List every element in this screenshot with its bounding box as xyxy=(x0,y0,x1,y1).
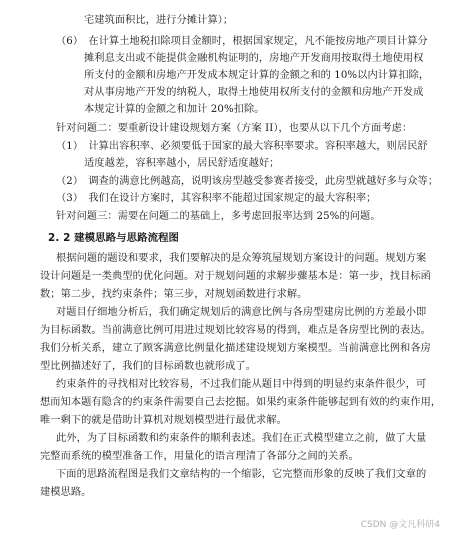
text-line: （6） 在计算土地税扣除项目金额时，根据国家规定，凡不能按房地产项目计算分 xyxy=(56,36,428,47)
text-line: 对从事房地产开发的纳税人，取得土地使用权所支付的金额和房地产开发成 xyxy=(84,87,424,98)
text-line: 宅建筑面积比，进行分摊计算）； xyxy=(84,15,234,26)
text-line: 数；第二步，找约束条件；第三步，对规划函数进行求解。 xyxy=(40,289,308,300)
text-line: （1） 计算出容积率、必须要低于国家的最大容积率要求。容积率越大，则居民舒 xyxy=(56,141,428,152)
text-line: 想而知本题有隐含的约束条件需要自己去挖掘。如果约束条件能够起到有效的约束作用， xyxy=(40,397,442,408)
text-line: 适度越差，容积率越小，居民舒适度越好； xyxy=(84,158,280,169)
text-line: 建模思路。 xyxy=(40,487,92,498)
text-line: 此外，为了目标函数和约束条件的顺利表述。我们在正式模型建立之前，做了大量 xyxy=(56,433,427,444)
text-line: 对题目仔细地分析后，我们确定规划后的满意比例与各房型建房比例的方差最小即 xyxy=(56,307,427,318)
text-line: 所支付的金额和房地产开发成本规定计算的金额之和的 10%以内计算扣除， xyxy=(84,70,430,81)
text-line: 约束条件的寻找相对比较容易，不过我们能从题目中得到的明显约束条件很少，可 xyxy=(56,379,427,390)
text-line: （3） 我们在设计方案时，其容积率不能超过国家规定的最大容积率； xyxy=(56,193,377,204)
text-line: 我们分析关系，建立了顾客满意比例量化描述建设规划方案模型。当前满意比例和各房 xyxy=(40,343,431,354)
section-heading: 2. 2 建模思路与思路流程图 xyxy=(48,232,180,244)
text-line: 设计问题是一类典型的优化问题。对于规划问题的求解步骤基本是：第一步，找目标函 xyxy=(40,271,431,282)
text-line: 针对问题二：要重新设计建设规划方案（方案 II），也要从以下几个方面考虑： xyxy=(56,123,413,134)
text-line: 下面的思路流程图是我们文章结构的一个缩影，它完整而形象的反映了我们文章的 xyxy=(56,469,427,480)
text-line: （2） 调查的满意比例越高，说明该房型越受参赛者接受，此房型就越好多与众等； xyxy=(56,176,439,187)
text-line: 根据问题的题设和要求，我们要解决的是众筹筑屋规划方案设计的问题。规划方案 xyxy=(56,253,427,264)
text-line: 为目标函数。当前满意比例可用进过规划比较容易的得到，难点是各房型比例的表达。 xyxy=(40,325,431,336)
text-line: 型比例描述好了，我们的目标函数也就形成了。 xyxy=(40,361,257,372)
text-line: 完整而系统的模型准备工作，用量化的语言理清了各部分之间的关系。 xyxy=(40,451,359,462)
text-line: 唯一剩下的就是借助计算机对规划模型进行最优求解。 xyxy=(40,415,287,426)
text-line: 本规定计算的金额之和加计 20%扣除。 xyxy=(84,104,265,115)
text-line: 针对问题三：需要在问题二的基础上，多考虑回报率达到 25%的问题。 xyxy=(56,211,381,222)
watermark: CSDN @文凡科研4 xyxy=(360,520,440,530)
text-line: 摊利息支出或不能提供金融机构证明的，房地产开发商用按取得土地使用权 xyxy=(84,53,424,64)
